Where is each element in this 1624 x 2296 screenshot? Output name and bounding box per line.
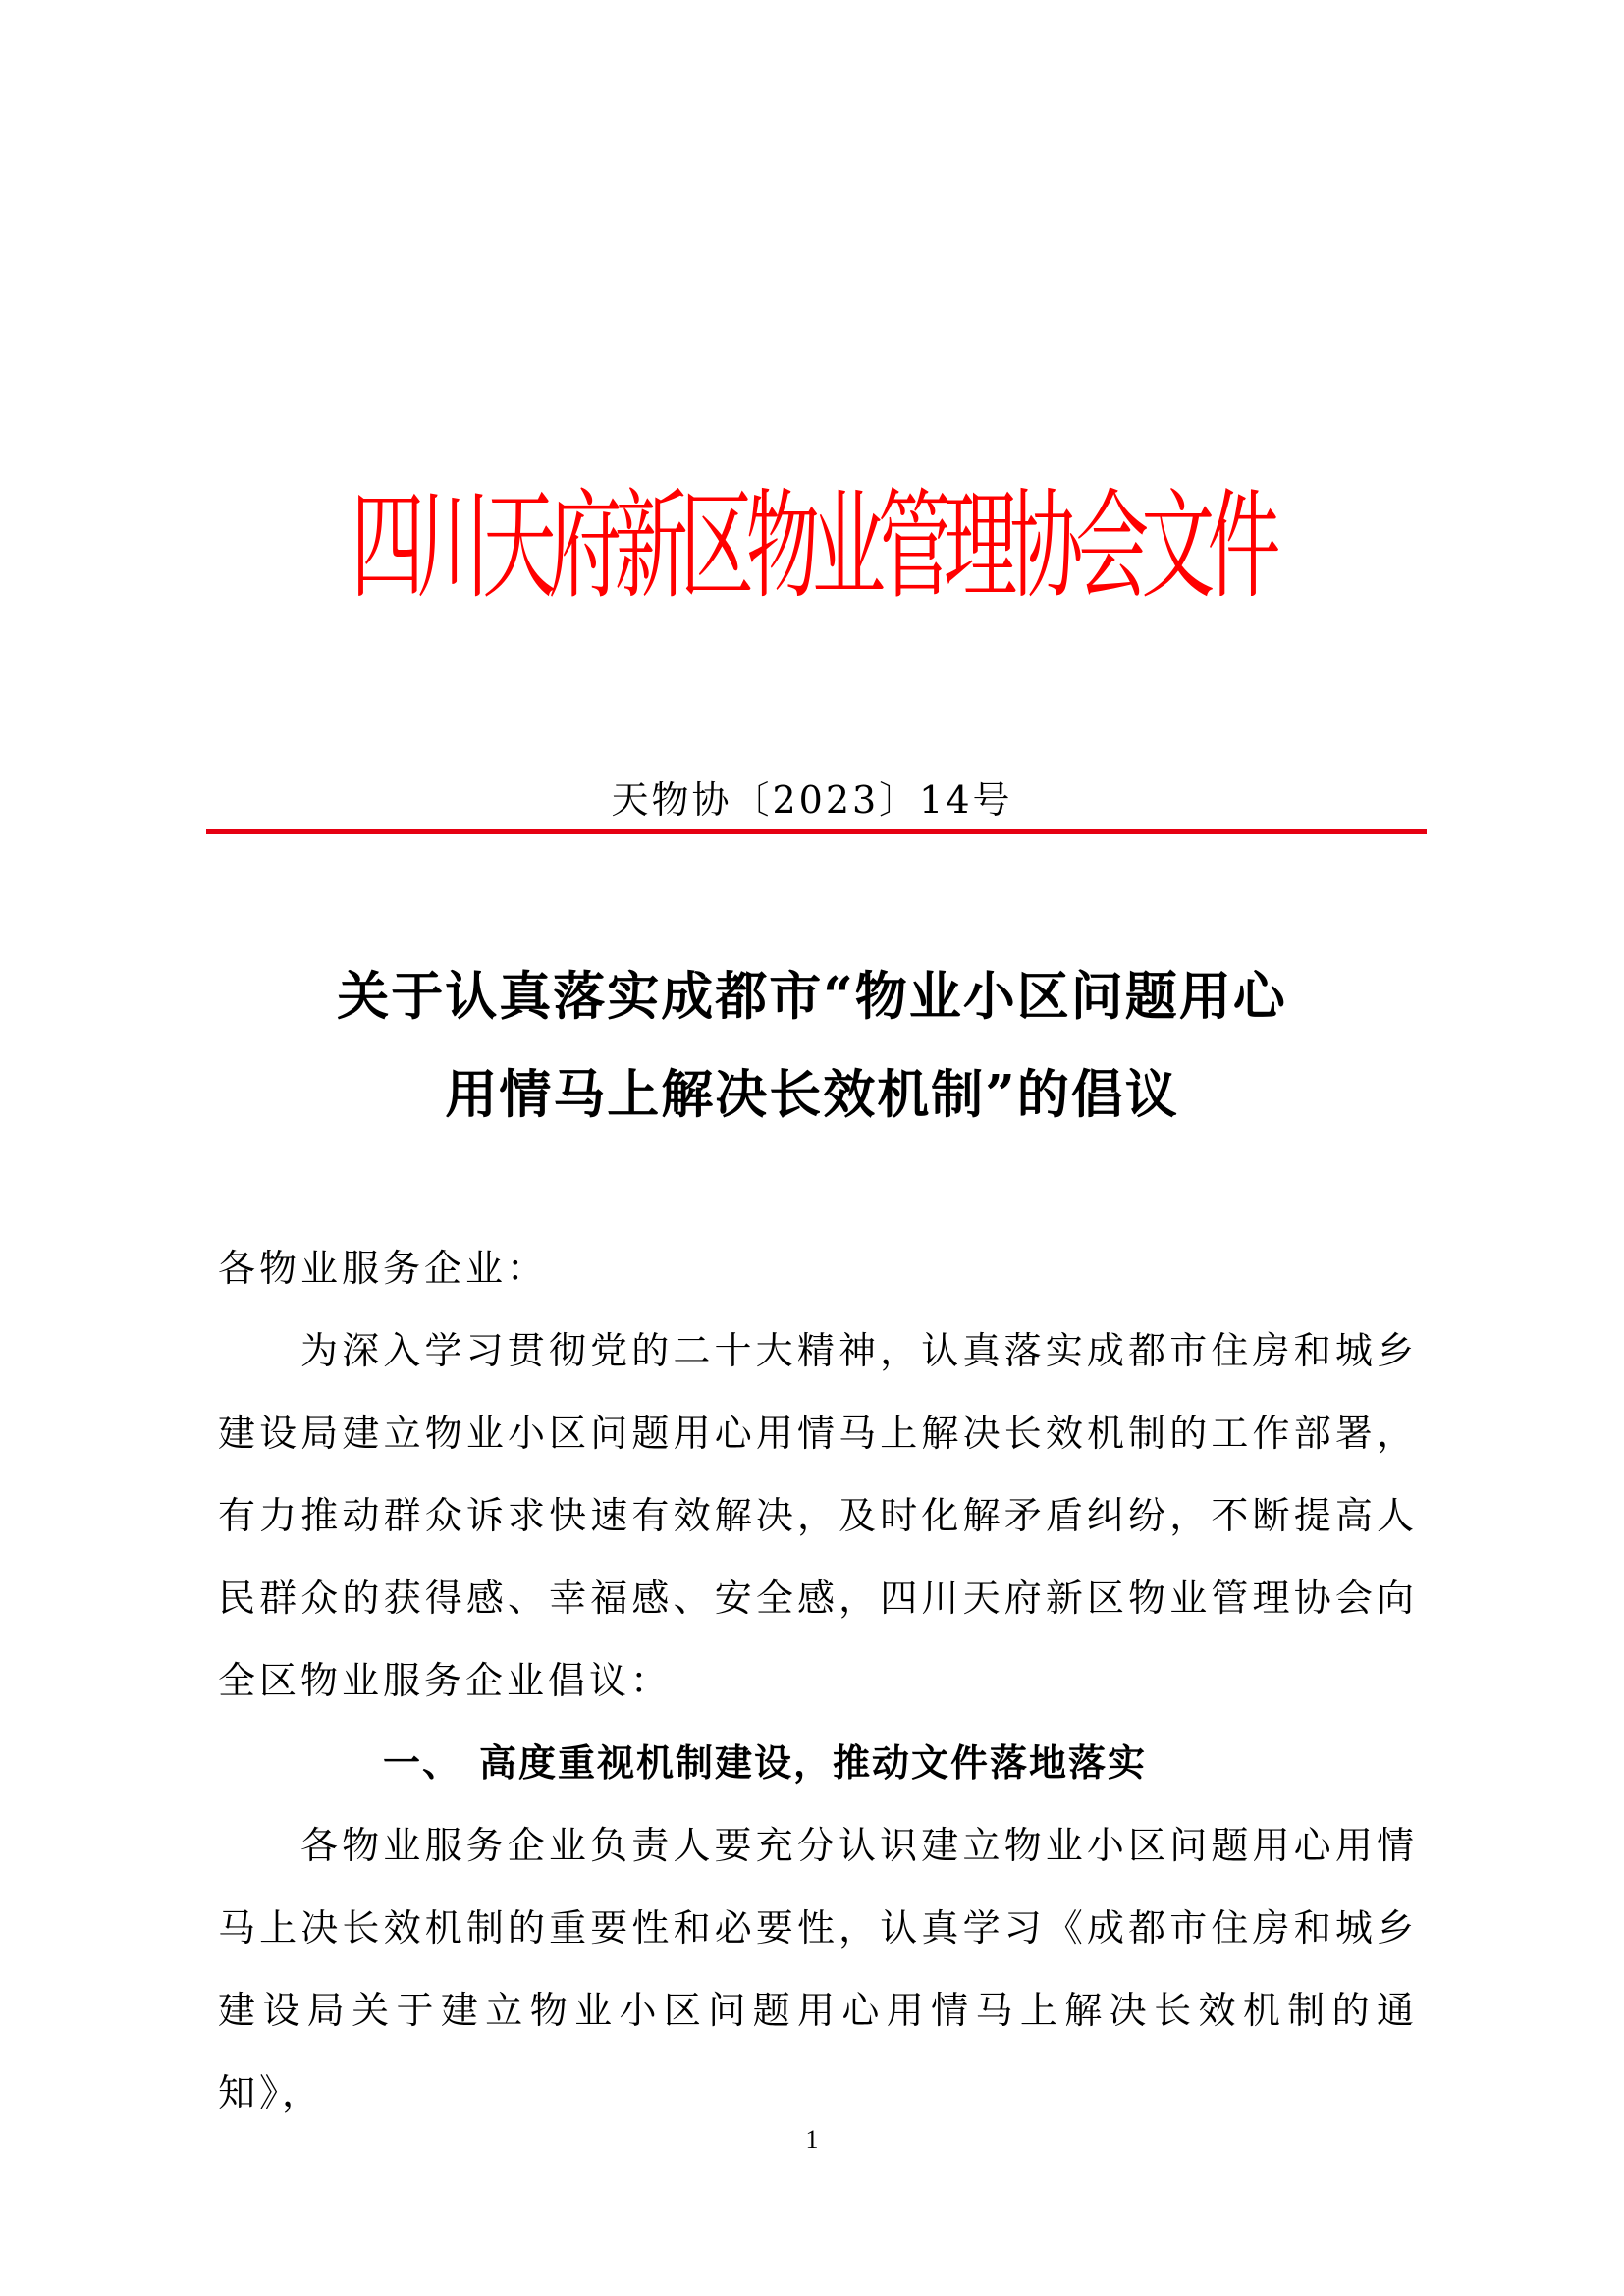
document-number: 天物协〔2023〕14号	[611, 778, 1013, 822]
salutation: 各物业服务企业：	[218, 1247, 549, 1290]
page-number: 1	[805, 2125, 819, 2154]
document-body	[218, 1227, 1418, 2134]
section-heading-1	[218, 1722, 1418, 1804]
section-number: 一、	[383, 1741, 462, 1785]
intro-paragraph: 为深入学习贯彻党的二十大精神，认真落实成都市住房和城乡建设局建立物业小区问题用心用情马上解决长效机制的工作部署，有力推动群众诉求快速有效解决，及时化解矛盾纠纷，不断提高人民群众的获得感、幸福感、安全感，四川天府新区物业管理协会向全区物业服务企业倡议：	[218, 1329, 1418, 1702]
title-line-2: 用情马上解决长效机制”的倡议	[445, 1064, 1179, 1125]
red-divider-rule	[206, 829, 1427, 834]
document-title	[0, 947, 1624, 1144]
section-heading-text: 高度重视机制建设，推动文件落地落实	[479, 1741, 1148, 1785]
section-1-paragraph: 各物业服务企业负责人要充分认识建立物业小区问题用心用情马上决长效机制的重要性和必要性，认真学习《成都市住房和城乡建设局关于建立物业小区问题用心用情马上解决长效机制的通知》，	[218, 1824, 1418, 2114]
masthead-title: 四川天府新区物业管理协会文件	[351, 477, 1273, 614]
title-line-1: 关于认真落实成都市“物业小区问题用心	[337, 966, 1287, 1027]
